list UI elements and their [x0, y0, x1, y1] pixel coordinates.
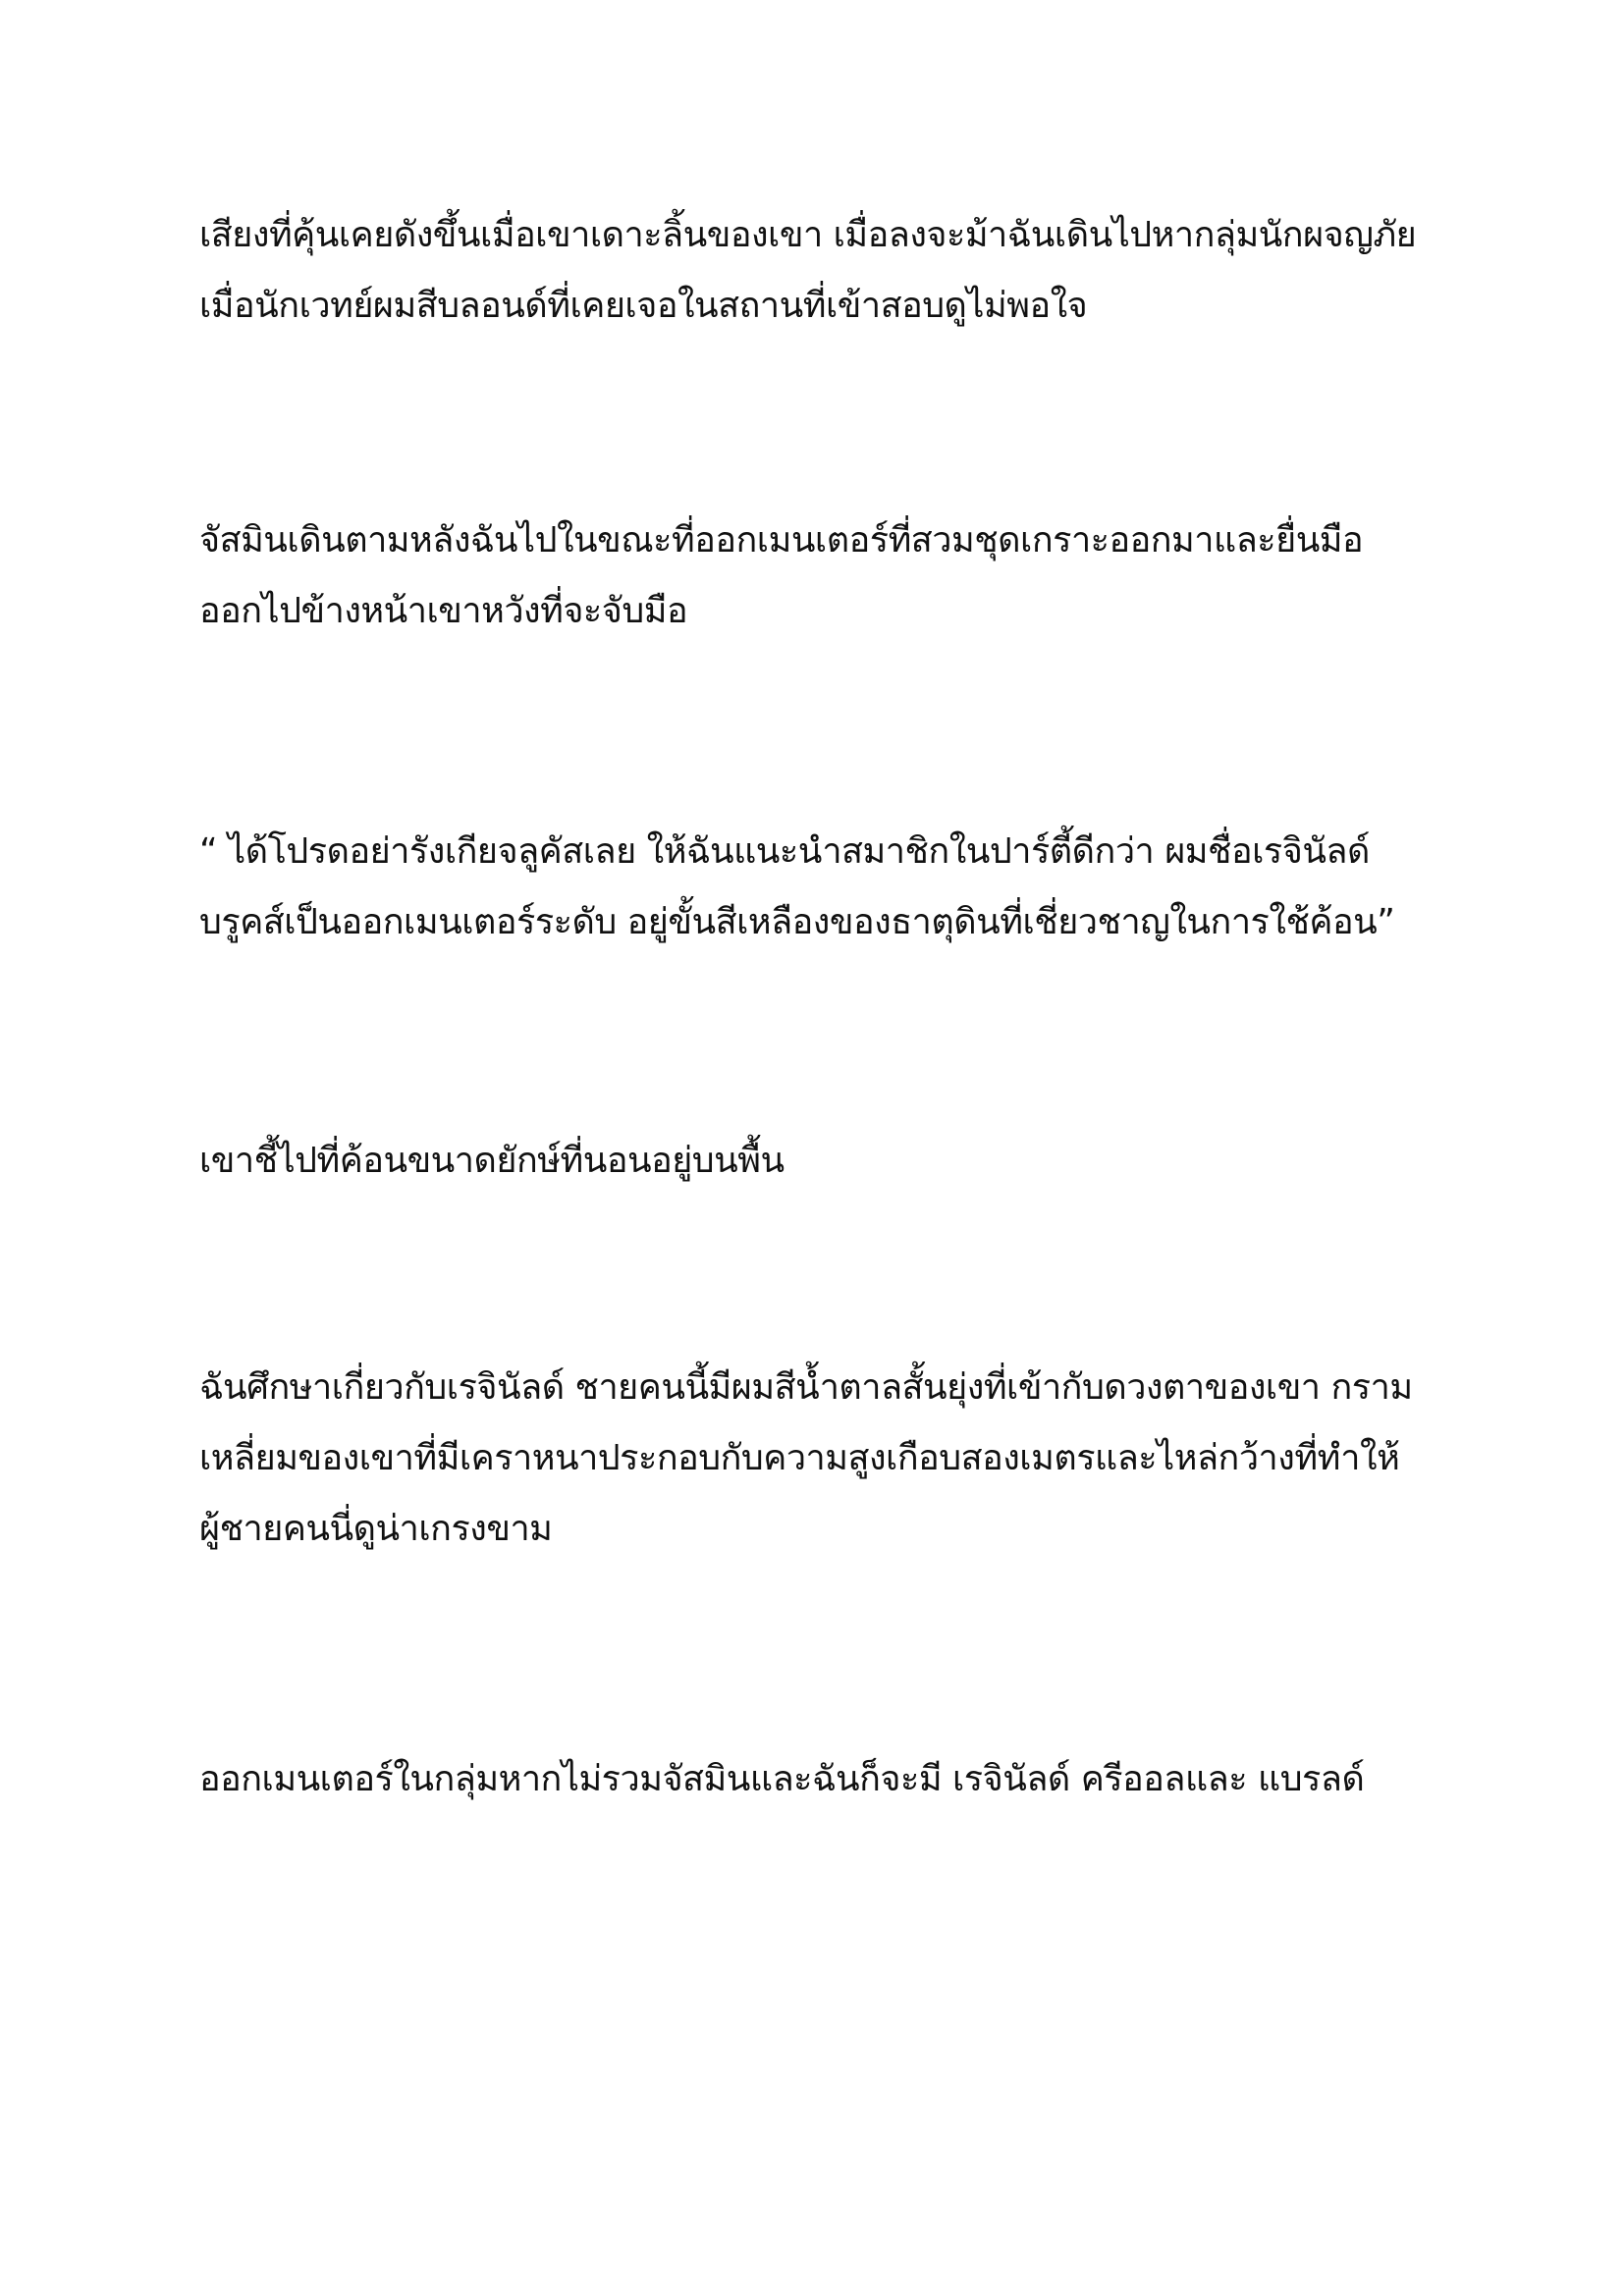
- paragraph-line: ฉันศึกษาเกี่ยวกับเรจินัลด์ ชายคนนี้มีผมสีน้ำตาลสั้นยุ่งที่เข้ากับดวงตาของเขา กราม: [199, 1367, 1413, 1408]
- paragraph-line: เสียงที่คุ้นเคยดังขึ้นเมื่อเขาเดาะลิ้นของเขา เมื่อลงจะม้าฉันเดินไปหากลุ่มนักผจญภัย: [199, 215, 1417, 255]
- paragraph-line: เมื่อนักเวทย์ผมสีบลอนด์ที่เคยเจอในสถานที่เข้าสอบดูไม่พอใจ: [199, 286, 1088, 326]
- paragraph-4: [199, 1126, 1466, 1197]
- paragraph-line: เหลี่ยมของเขาที่มีเคราหนาประกอบกับความสูงเกือบสองเมตรและไหล่กว้างที่ทำให้: [199, 1438, 1400, 1478]
- paragraph-line: “ ได้โปรดอย่ารังเกียจลูคัสเลย ให้ฉันแนะนำสมาชิกในปาร์ตี้ดีกว่า ผมชื่อเรจินัลด์: [199, 831, 1370, 872]
- paragraph-5: [199, 1353, 1466, 1565]
- paragraph-1: [199, 200, 1466, 342]
- paragraph-line: บรูคส์เป็นออกเมนเตอร์ระดับ อยู่ขั้นสีเหลืองของธาตุดินที่เชี่ยวชาญในการใช้ค้อน”: [199, 902, 1395, 942]
- paragraph-2: [199, 506, 1466, 647]
- paragraph-line: จัสมินเดินตามหลังฉันไปในขณะที่ออกเมนเตอร์ที่สวมชุดเกราะออกมาและยื่นมือ: [199, 520, 1364, 561]
- paragraph-line: ออกเมนเตอร์ในกลุ่มหากไม่รวมจัสมินและฉันก็จะมี เรจินัลด์ ครีออลและ แบรลด์: [199, 1759, 1365, 1799]
- paragraph-line: ออกไปข้างหน้าเขาหวังที่จะจับมือ: [199, 591, 688, 631]
- paragraph-3-dialogue: [199, 817, 1466, 958]
- paragraph-6: [199, 1744, 1466, 1815]
- paragraph-line: เขาชี้ไปที่ค้อนขนาดยักษ์ที่นอนอยู่บนพื้น: [199, 1141, 785, 1181]
- paragraph-line: ผู้ชายคนนี่ดูน่าเกรงขาม: [199, 1509, 553, 1549]
